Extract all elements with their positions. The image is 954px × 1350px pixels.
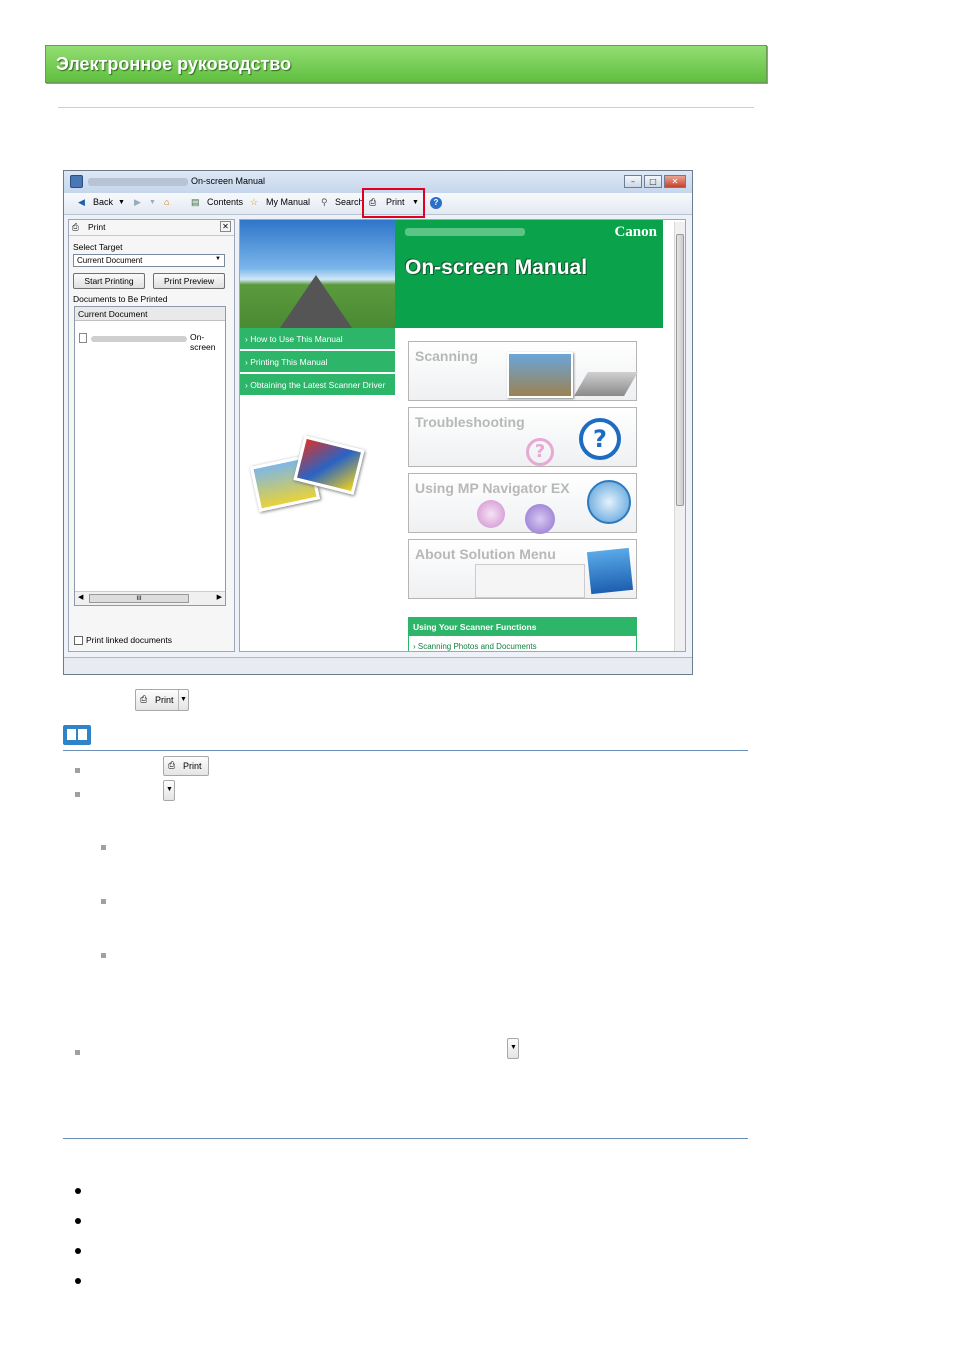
banner-title: On-screen Manual [405, 256, 588, 279]
print-linked-label: Print linked documents [86, 635, 172, 645]
search-button[interactable]: Search [335, 197, 364, 207]
printer-icon: ⎙ [72, 222, 79, 232]
document-icon [79, 333, 87, 343]
blurred-model-name [405, 228, 525, 236]
app-icon [70, 175, 83, 188]
split-divider [178, 690, 179, 710]
back-dropdown-icon[interactable]: ▼ [118, 199, 125, 206]
scanner-functions-box [408, 617, 637, 652]
bullet-dot [75, 1188, 81, 1194]
minimize-icon[interactable]: – [624, 175, 642, 188]
blurred-title-prefix [88, 178, 188, 186]
list-header: Current Document [75, 307, 225, 321]
inline-print-button [135, 689, 189, 711]
scanner-globe-icon [587, 480, 631, 524]
print-pane-title: Print [88, 222, 106, 232]
note-divider [63, 750, 748, 751]
header-divider [58, 107, 754, 108]
bullet-square [101, 845, 106, 850]
printer-icon: ⎙ [140, 694, 148, 704]
chevron-down-icon: ▼ [215, 256, 221, 262]
grid-icon [525, 504, 555, 534]
disc-icon [477, 500, 505, 528]
home-icon[interactable]: ⌂ [164, 197, 170, 207]
card-label: About Solution Menu [415, 546, 556, 562]
card-label: Scanning [415, 348, 479, 364]
scroll-left-icon[interactable]: ◀ [78, 593, 84, 601]
print-button-highlight [362, 188, 425, 218]
inline-print-label: Print [155, 695, 174, 705]
functions-header: Using Your Scanner Functions [409, 618, 636, 636]
bullet-square [101, 899, 106, 904]
page-right [78, 729, 87, 740]
inline-dropdown-button [507, 1038, 519, 1059]
chevron-down-icon: ▼ [166, 786, 173, 793]
nav-item-label: Printing This Manual [250, 357, 328, 367]
bullet-square [75, 1050, 80, 1055]
bullet-dot [75, 1278, 81, 1284]
documents-list[interactable] [74, 306, 226, 606]
chevron-down-icon: ▼ [510, 1044, 517, 1051]
question-faded-icon: ? [526, 438, 554, 466]
section-divider [63, 1138, 748, 1139]
scroll-right-icon[interactable]: ▶ [216, 593, 222, 601]
page-header-band [45, 45, 767, 83]
note-book-icon [63, 725, 91, 745]
scanner-image [574, 372, 638, 396]
nav-item-label: Obtaining the Latest Scanner Driver [250, 380, 386, 390]
pane-close-icon[interactable]: ✕ [220, 221, 231, 232]
vertical-scrollbar[interactable] [674, 222, 685, 651]
bullet-dot [75, 1218, 81, 1224]
close-icon[interactable]: ✕ [664, 175, 686, 188]
maximize-icon[interactable]: □ [644, 175, 662, 188]
card-label: Using MP Navigator EX [415, 480, 570, 496]
canon-logo: Canon [614, 224, 657, 240]
contents-icon[interactable]: ▤ [191, 197, 200, 207]
bullet-square [101, 953, 106, 958]
print-button[interactable]: Print [386, 197, 405, 207]
back-button[interactable]: Back [93, 197, 114, 207]
inline-print-button [163, 756, 209, 776]
forward-arrow-icon[interactable]: ▶ [134, 197, 141, 207]
scroll-thumb[interactable] [676, 234, 684, 506]
start-printing-button[interactable]: Start Printing [73, 273, 145, 289]
bullet-square [75, 768, 80, 773]
chevron-down-icon: ▼ [180, 696, 187, 703]
question-icon: ? [579, 418, 621, 460]
scroll-thumb[interactable]: III [89, 594, 189, 603]
box-image [587, 548, 633, 594]
printer-icon[interactable]: ⎙ [369, 197, 377, 207]
print-linked-checkbox[interactable] [74, 636, 83, 645]
documents-to-print-label: Documents to Be Printed [73, 294, 168, 304]
status-bar [64, 657, 692, 674]
search-icon[interactable]: ⚲ [321, 197, 328, 207]
functions-item-label: Scanning Photos and Documents [417, 642, 537, 651]
road-shape [280, 275, 352, 328]
select-target-value: Current Document [77, 256, 143, 265]
window-title: On-screen Manual [191, 176, 266, 186]
forward-dropdown-icon[interactable]: ▼ [149, 199, 156, 206]
nav-item-printing[interactable] [240, 351, 395, 373]
page-header-title: Электронное руководство [56, 54, 292, 74]
manual-content-pane [239, 219, 686, 652]
nav-item-how-to-use[interactable] [240, 328, 395, 350]
contents-button[interactable]: Contents [207, 197, 244, 207]
functions-item[interactable] [413, 642, 537, 651]
chevron-right-icon: › [245, 357, 251, 367]
select-target-label: Select Target [73, 242, 123, 252]
my-manual-button[interactable]: My Manual [266, 197, 311, 207]
page-left [67, 729, 76, 740]
card-scanning[interactable] [408, 341, 637, 401]
bullet-square [75, 792, 80, 797]
print-preview-button[interactable]: Print Preview [153, 273, 225, 289]
manual-window-screenshot [63, 170, 693, 675]
nav-item-latest-driver[interactable] [240, 374, 395, 396]
chevron-right-icon: › [245, 380, 251, 390]
pane-divider [69, 235, 234, 236]
chevron-right-icon: › [413, 642, 418, 651]
on-screen-manual-banner [395, 220, 663, 328]
print-dropdown-icon[interactable]: ▼ [412, 199, 419, 206]
menu-preview-image [475, 564, 585, 598]
card-solution-menu[interactable] [408, 539, 637, 599]
chevron-right-icon: › [245, 334, 251, 344]
card-troubleshooting[interactable] [408, 407, 637, 467]
scanned-photo-image [507, 352, 573, 398]
card-mp-navigator[interactable] [408, 473, 637, 533]
card-label: Troubleshooting [415, 414, 525, 430]
horizontal-scrollbar[interactable] [75, 591, 225, 605]
help-icon[interactable]: ? [430, 197, 442, 209]
printer-icon: ⎙ [168, 760, 176, 770]
star-icon[interactable]: ☆ [250, 197, 259, 207]
inline-dropdown-button [163, 780, 175, 801]
print-pane [68, 219, 235, 652]
nav-item-label: How to Use This Manual [250, 334, 343, 344]
back-arrow-icon[interactable]: ◀ [78, 197, 85, 207]
blurred-product-name [91, 336, 187, 342]
list-item[interactable]: On-screen [190, 332, 216, 352]
bullet-dot [75, 1248, 81, 1254]
inline-print-label: Print [183, 761, 202, 771]
select-target-dropdown[interactable] [73, 254, 225, 267]
